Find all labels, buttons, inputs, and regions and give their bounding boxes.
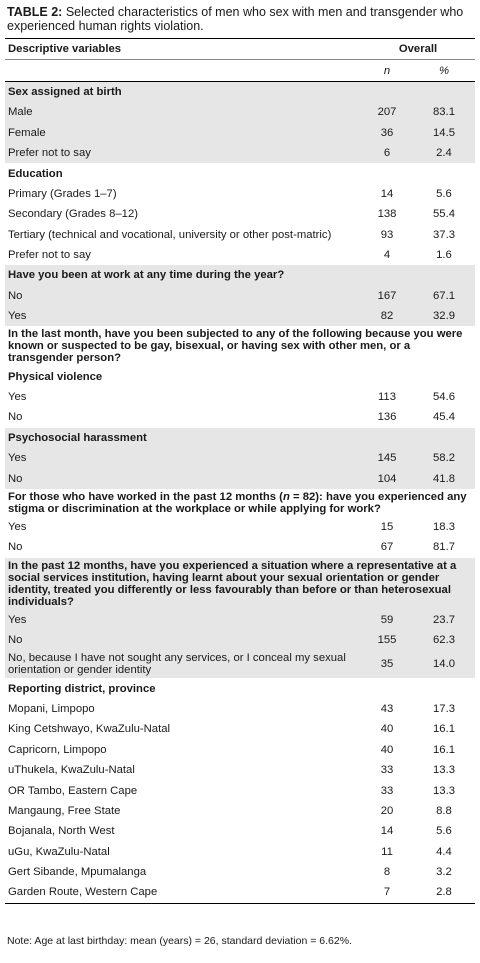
cell-n: 136 — [377, 411, 397, 424]
cell-pct: 2.4 — [413, 143, 475, 163]
cell-n: 113 — [377, 391, 396, 404]
section-label: Psychosocial harassment — [5, 428, 475, 448]
section-row — [5, 265, 475, 285]
cell-pct: 14.5 — [413, 123, 475, 143]
cell-pct: 16.1 — [433, 743, 455, 756]
header-variables: Descriptive variables — [5, 39, 361, 60]
row-label: Prefer not to say — [5, 143, 361, 163]
cell-pct: 67.1 — [413, 286, 475, 306]
row-label: Yes — [8, 521, 27, 533]
section-row — [5, 163, 475, 183]
section-row — [5, 428, 475, 448]
table-title: Selected characteristics of men who sex with men and transgender who experienced human rights violation. — [7, 5, 464, 33]
cell-pct: 55.4 — [433, 208, 455, 221]
cell-pct: 62.3 — [413, 630, 475, 650]
cell-n: 82 — [361, 306, 413, 326]
row-label: Prefer not to say — [8, 249, 91, 262]
cell-pct: 45.4 — [433, 411, 455, 424]
table-row — [5, 225, 475, 245]
row-label: Mopani, Limpopo — [8, 702, 95, 715]
cell-n: 8 — [383, 866, 391, 879]
cell-n: 155 — [361, 630, 413, 650]
cell-pct: 58.2 — [413, 448, 475, 468]
row-label: Yes — [5, 448, 361, 468]
table-row — [5, 102, 475, 122]
table-row — [5, 780, 475, 800]
cell-pct: 83.1 — [413, 102, 475, 122]
table-row — [5, 740, 475, 760]
table-row — [5, 387, 475, 407]
section-row — [5, 326, 475, 366]
row-label: uThukela, KwaZulu-Natal — [8, 764, 135, 777]
cell-pct: 81.7 — [433, 541, 455, 554]
cell-pct: 32.9 — [413, 306, 475, 326]
header-overall: Overall — [361, 39, 475, 60]
table-row — [5, 468, 475, 488]
cell-pct: 54.6 — [433, 391, 455, 404]
table-row — [5, 184, 475, 204]
row-label: No — [8, 411, 23, 424]
cell-n: 138 — [377, 208, 397, 221]
cell-n: 207 — [361, 102, 413, 122]
row-label: Yes — [5, 610, 361, 630]
header-n: n — [361, 60, 413, 81]
table-row — [5, 143, 475, 163]
table-row — [5, 123, 475, 143]
cell-pct: 5.6 — [436, 187, 452, 200]
section-row — [5, 678, 475, 698]
table-row — [5, 862, 475, 882]
cell-pct: 13.3 — [433, 784, 455, 797]
table-row — [5, 286, 475, 306]
cell-pct: 17.3 — [433, 702, 455, 715]
question-label: For those who have worked in the past 12 months (n = 82): have you experienced any stigma or discrimination at the workplace or while applying for work? — [8, 490, 467, 515]
table-row — [5, 882, 475, 903]
cell-pct: 37.3 — [433, 228, 455, 241]
cell-pct: 16.1 — [433, 723, 455, 736]
row-label: uGu, KwaZulu-Natal — [8, 845, 110, 858]
table-row — [5, 407, 475, 427]
table-number: TABLE 2: — [7, 5, 63, 19]
row-label: Primary (Grades 1–7) — [8, 187, 117, 200]
table-row — [5, 760, 475, 780]
header-pct: % — [413, 60, 475, 81]
table-row — [5, 448, 475, 468]
cell-pct: 1.6 — [436, 249, 452, 262]
row-label: No, because I have not sought any services, or I conceal my sexual orientation or gender identity — [5, 650, 361, 678]
cell-n: 35 — [361, 650, 413, 678]
cell-pct: 2.8 — [413, 882, 475, 903]
header-row — [5, 39, 475, 60]
row-label: No — [5, 286, 361, 306]
table-row — [5, 650, 475, 678]
row-label: Gert Sibande, Mpumalanga — [8, 866, 147, 879]
table-row — [5, 306, 475, 326]
cell-n: 40 — [380, 723, 394, 736]
cell-n: 11 — [381, 845, 393, 858]
cell-n: 67 — [380, 541, 394, 554]
table-note: Note: Age at last birthday: mean (years) = 26, standard deviation = 6.62%. — [7, 935, 352, 947]
table-row — [5, 245, 475, 265]
row-label: No — [5, 630, 361, 650]
table-caption — [7, 5, 475, 33]
cell-pct: 13.3 — [433, 764, 455, 777]
section-row — [5, 558, 475, 610]
cell-n: 104 — [361, 468, 413, 488]
cell-n: 15 — [380, 521, 394, 533]
characteristics-table — [5, 38, 475, 904]
row-label: Secondary (Grades 8–12) — [8, 208, 138, 221]
subheader-row — [5, 60, 475, 81]
cell-n: 6 — [361, 143, 413, 163]
row-label: Capricorn, Limpopo — [8, 743, 107, 756]
cell-pct: 3.2 — [436, 866, 452, 879]
row-label: Yes — [8, 391, 27, 404]
cell-pct: 8.8 — [436, 804, 452, 817]
cell-n: 14 — [380, 187, 394, 200]
table-row — [5, 610, 475, 630]
cell-n: 4 — [383, 249, 391, 262]
cell-pct: 18.3 — [433, 521, 455, 533]
row-label: Female — [5, 123, 361, 143]
cell-n: 93 — [380, 228, 394, 241]
cell-n: 7 — [361, 882, 413, 903]
section-row — [5, 489, 475, 517]
cell-pct: 5.6 — [436, 825, 452, 838]
table-row — [5, 630, 475, 650]
cell-n: 145 — [361, 448, 413, 468]
table-row — [5, 842, 475, 862]
section-label: Education — [8, 167, 63, 180]
cell-n: 167 — [361, 286, 413, 306]
cell-n: 33 — [380, 764, 394, 777]
cell-pct: 41.8 — [413, 468, 475, 488]
cell-pct: 23.7 — [413, 610, 475, 630]
cell-pct: 14.0 — [413, 650, 475, 678]
table-row — [5, 537, 475, 557]
cell-n: 33 — [380, 784, 394, 797]
cell-pct: 4.4 — [436, 845, 452, 858]
section-row — [5, 366, 475, 386]
row-label: Mangaung, Free State — [8, 804, 121, 817]
table-body — [5, 81, 475, 903]
section-label: Reporting district, province — [8, 682, 156, 695]
section-label: In the past 12 months, have you experienced a situation where a representative at a social services institution, having learnt about your sexual orientation or gender identity, treated you differently or less favourably than before or than heterosexual individuals? — [5, 558, 475, 610]
table-row — [5, 517, 475, 537]
cell-n: 36 — [361, 123, 413, 143]
table-row — [5, 204, 475, 224]
table-row — [5, 821, 475, 841]
section-label: Have you been at work at any time during the year? — [5, 265, 475, 285]
cell-n: 43 — [380, 702, 394, 715]
table-row — [5, 801, 475, 821]
row-label: OR Tambo, Eastern Cape — [8, 784, 138, 797]
cell-n: 59 — [361, 610, 413, 630]
row-label: Yes — [5, 306, 361, 326]
section-row — [5, 81, 475, 102]
row-label: Garden Route, Western Cape — [5, 882, 361, 903]
table-row — [5, 699, 475, 719]
row-label: No — [5, 468, 361, 488]
row-label: No — [8, 541, 23, 554]
row-label: Tertiary (technical and vocational, university or other post-matric) — [8, 228, 332, 241]
row-label: Bojanala, North West — [8, 825, 115, 838]
cell-n: 14 — [380, 825, 394, 838]
section-label: Physical violence — [8, 370, 103, 383]
section-label: In the last month, have you been subjected to any of the following because you were known or suspected to be gay, bisexual, or having sex with other men, or a transgender person? — [8, 328, 463, 365]
row-label: Male — [5, 102, 361, 122]
section-label: Sex assigned at birth — [5, 81, 475, 102]
row-label: King Cetshwayo, KwaZulu-Natal — [8, 723, 170, 736]
table-row — [5, 719, 475, 739]
cell-n: 20 — [380, 804, 394, 817]
cell-n: 40 — [380, 743, 394, 756]
